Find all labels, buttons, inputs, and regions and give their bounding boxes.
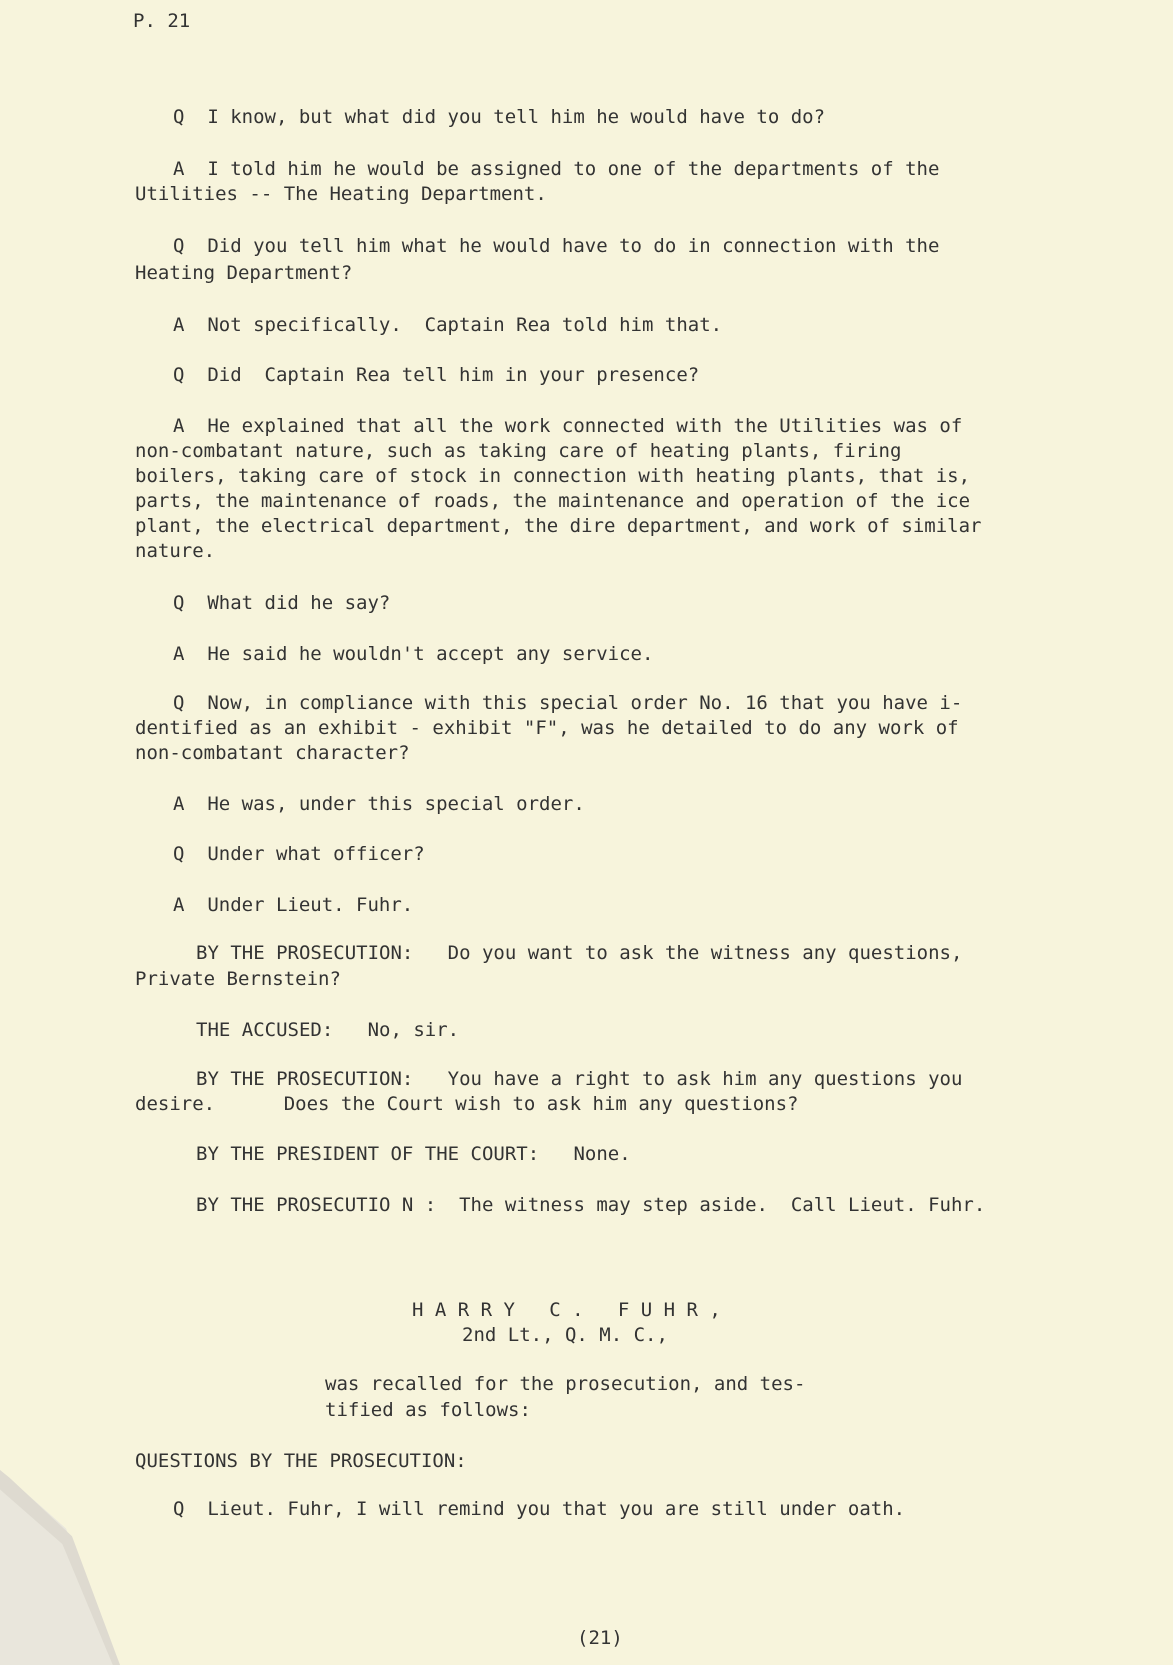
section-heading: QUESTIONS BY THE PROSECUTION: <box>135 1450 467 1472</box>
transcript-line: A He said he wouldn't accept any service. <box>173 643 654 665</box>
page-number-footer: (21) <box>577 1627 623 1649</box>
transcript-line: boilers, taking care of stock in connection with heating plants, that is, <box>135 465 971 487</box>
page-number-header: P. 21 <box>133 10 191 32</box>
transcript-line: A He explained that all the work connected with the Utilities was of <box>173 415 963 437</box>
transcript-line: A He was, under this special order. <box>173 793 585 815</box>
transcript-line: tified as follows: <box>325 1399 531 1421</box>
transcript-line: dentified as an exhibit - exhibit "F", was he detailed to do any work of <box>135 717 959 739</box>
transcript-line: Heating Department? <box>135 262 353 284</box>
transcript-line: A Under Lieut. Fuhr. <box>173 894 414 916</box>
witness-name: H A R R Y C . F U H R , <box>412 1299 721 1321</box>
transcript-line: parts, the maintenance of roads, the maintenance and operation of the ice <box>135 490 971 512</box>
transcript-line: was recalled for the prosecution, and tes- <box>325 1373 806 1395</box>
transcript-line: A I told him he would be assigned to one of the departments of the <box>173 158 940 180</box>
transcript-line: BY THE PROSECUTION: Do you want to ask the witness any questions, <box>196 942 963 964</box>
witness-rank: 2nd Lt., Q. M. C., <box>462 1324 668 1346</box>
transcript-line: Utilities -- The Heating Department. <box>135 183 547 205</box>
transcript-line: non-combatant character? <box>135 742 410 764</box>
transcript-line: BY THE PROSECUTION: You have a right to ask him any questions you <box>196 1068 963 1090</box>
transcript-line: A Not specifically. Captain Rea told him that. <box>173 314 723 336</box>
transcript-line: Private Bernstein? <box>135 968 341 990</box>
transcript-line: plant, the electrical department, the dire department, and work of similar <box>135 515 982 537</box>
transcript-line: Q Under what officer? <box>173 843 425 865</box>
transcript-line: BY THE PRESIDENT OF THE COURT: None. <box>196 1143 631 1165</box>
transcript-line: Q Now, in compliance with this special order No. 16 that you have i- <box>173 692 963 714</box>
transcript-line: desire. Does the Court wish to ask him any questions? <box>135 1093 799 1115</box>
transcript-line: Q Lieut. Fuhr, I will remind you that you are still under oath. <box>173 1498 906 1520</box>
transcript-line: nature. <box>135 540 216 562</box>
transcript-line: Q Did you tell him what he would have to do in connection with the <box>173 235 940 257</box>
transcript-line: Q I know, but what did you tell him he would have to do? <box>173 106 826 128</box>
transcript-line: BY THE PROSECUTIO N : The witness may step aside. Call Lieut. Fuhr. <box>196 1194 986 1216</box>
transcript-line: Q What did he say? <box>173 592 391 614</box>
transcript-line: THE ACCUSED: No, sir. <box>196 1019 460 1041</box>
transcript-line: non-combatant nature, such as taking care of heating plants, firing <box>135 440 902 462</box>
transcript-line: Q Did Captain Rea tell him in your presence? <box>173 364 700 386</box>
